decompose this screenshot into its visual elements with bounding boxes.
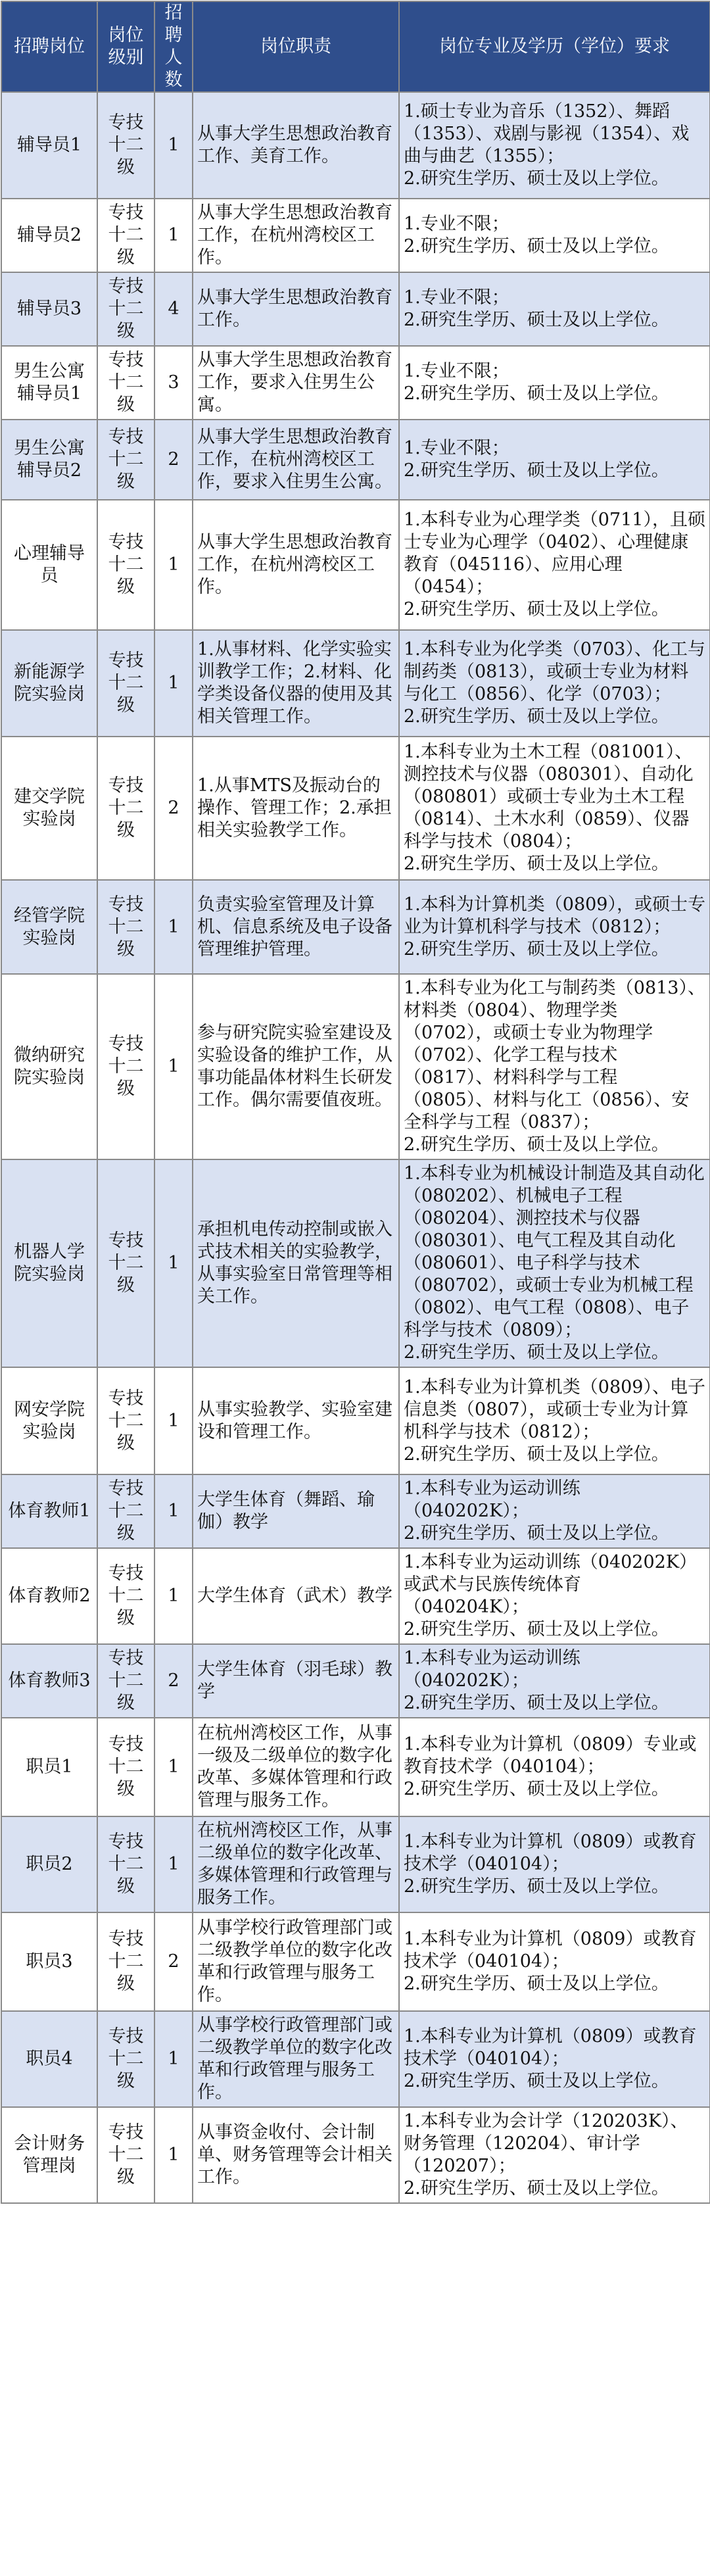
requirement-line: 1.本科专业为运动训练（040202K）； bbox=[404, 1478, 580, 1521]
header-level: 岗位级别 bbox=[97, 1, 154, 92]
cell-duty: 从事大学生思想政治教育工作，在杭州湾校区工作。 bbox=[193, 199, 399, 272]
cell-duty: 参与研究院实验室建设及实验设备的维护工作，从事功能晶体材料生长研发工作。偶尔需要值夜班。 bbox=[193, 974, 399, 1159]
cell-post: 会计财务管理岗 bbox=[1, 2107, 97, 2203]
cell-requirements bbox=[399, 420, 710, 500]
cell-level: 专技十二级 bbox=[97, 737, 154, 880]
table-row bbox=[1, 1718, 710, 1816]
requirement-line: 1.本科专业为运动训练（040202K）或武术与民族传统体育（040204K）； bbox=[404, 1552, 698, 1617]
cell-post: 心理辅导员 bbox=[1, 500, 97, 630]
cell-duty: 1.从事材料、化学实验实训教学工作；2.材料、化学类设备仪器的使用及其相关管理工作。 bbox=[193, 630, 399, 737]
cell-count: 4 bbox=[154, 272, 193, 346]
cell-requirements bbox=[399, 92, 710, 199]
cell-level: 专技十二级 bbox=[97, 346, 154, 420]
table-row bbox=[1, 1912, 710, 2011]
requirement-line: 2.研究生学历、硕士及以上学位。 bbox=[404, 2178, 669, 2199]
cell-level: 专技十二级 bbox=[97, 630, 154, 737]
requirement-line: 1.专业不限； bbox=[404, 287, 509, 308]
header-row bbox=[1, 1, 710, 92]
cell-post: 经管学院实验岗 bbox=[1, 880, 97, 974]
cell-duty: 1.从事MTS及振动台的操作、管理工作；2.承担相关实验教学工作。 bbox=[193, 737, 399, 880]
cell-post: 男生公寓辅导员2 bbox=[1, 420, 97, 500]
cell-count: 1 bbox=[154, 880, 193, 974]
requirement-line: 1.硕士专业为音乐（1352）、舞蹈（1353）、戏剧与影视（1354）、戏曲与曲艺（1355）； bbox=[404, 101, 690, 166]
requirement-line: 2.研究生学历、硕士及以上学位。 bbox=[404, 1693, 669, 1713]
cell-requirements bbox=[399, 1159, 710, 1367]
cell-post: 建交学院实验岗 bbox=[1, 737, 97, 880]
requirement-line: 1.专业不限； bbox=[404, 214, 509, 234]
header-count: 招聘人数 bbox=[154, 1, 193, 92]
cell-post: 机器人学院实验岗 bbox=[1, 1159, 97, 1367]
table-row bbox=[1, 974, 710, 1159]
requirement-line: 1.本科专业为计算机（0809）或教育技术学（040104）； bbox=[404, 2026, 697, 2069]
cell-post: 辅导员2 bbox=[1, 199, 97, 272]
cell-requirements bbox=[399, 630, 710, 737]
requirement-line: 2.研究生学历、硕士及以上学位。 bbox=[404, 1779, 669, 1799]
cell-level: 专技十二级 bbox=[97, 1367, 154, 1474]
requirement-line: 1.本科专业为机械设计制造及其自动化（080202）、机械电子工程（080204）、测控技术与仪器（080301）、电气工程及其自动化（080601）、电子科学与技术（080702），或硕士专业为机械工程（0802）、电气工程（0808）、电子科学与技术（0809）； bbox=[404, 1163, 705, 1340]
cell-level: 专技十二级 bbox=[97, 1474, 154, 1548]
cell-count: 2 bbox=[154, 737, 193, 880]
requirement-line: 1.本科专业为计算机（0809）或教育技术学（040104）； bbox=[404, 1929, 697, 1972]
cell-level: 专技十二级 bbox=[97, 2107, 154, 2203]
requirement-line: 1.本科专业为会计学（120203K）、财务管理（120204）、审计学（120207）； bbox=[404, 2111, 688, 2176]
requirement-line: 1.本科专业为运动训练（040202K）； bbox=[404, 1648, 580, 1691]
cell-count: 1 bbox=[154, 1474, 193, 1548]
cell-duty: 从事学校行政管理部门或二级教学单位的数字化改革和行政管理与服务工作。 bbox=[193, 2011, 399, 2107]
cell-duty: 在杭州湾校区工作，从事二级单位的数字化改革、多媒体管理和行政管理与服务工作。 bbox=[193, 1816, 399, 1912]
requirement-line: 2.研究生学历、硕士及以上学位。 bbox=[404, 1619, 669, 1640]
cell-count: 1 bbox=[154, 500, 193, 630]
requirement-line: 2.研究生学历、硕士及以上学位。 bbox=[404, 236, 669, 256]
requirement-line: 2.研究生学历、硕士及以上学位。 bbox=[404, 1974, 669, 1994]
table-row bbox=[1, 630, 710, 737]
cell-duty: 从事大学生思想政治教育工作、美育工作。 bbox=[193, 92, 399, 199]
cell-post: 职员2 bbox=[1, 1816, 97, 1912]
cell-duty: 在杭州湾校区工作，从事一级及二级单位的数字化改革、多媒体管理和行政管理与服务工作。 bbox=[193, 1718, 399, 1816]
cell-post: 辅导员3 bbox=[1, 272, 97, 346]
cell-level: 专技十二级 bbox=[97, 199, 154, 272]
requirement-line: 2.研究生学历、硕士及以上学位。 bbox=[404, 168, 669, 189]
cell-level: 专技十二级 bbox=[97, 272, 154, 346]
requirement-line: 1.本科专业为心理学类（0711），且硕士专业为心理学（0402）、心理健康教育（045116）、应用心理（0454）； bbox=[404, 510, 705, 597]
requirement-line: 2.研究生学历、硕士及以上学位。 bbox=[404, 1523, 669, 1543]
cell-requirements bbox=[399, 737, 710, 880]
cell-level: 专技十二级 bbox=[97, 2011, 154, 2107]
requirement-line: 1.本科专业为化学类（0703）、化工与制药类（0813），或硕士专业为材料与化工（0856）、化学（0703）； bbox=[404, 639, 705, 704]
cell-count: 2 bbox=[154, 420, 193, 500]
table-row bbox=[1, 1644, 710, 1718]
requirement-line: 2.研究生学历、硕士及以上学位。 bbox=[404, 1876, 669, 1897]
table-row bbox=[1, 1367, 710, 1474]
table-row bbox=[1, 1474, 710, 1548]
cell-count: 3 bbox=[154, 346, 193, 420]
cell-requirements bbox=[399, 1644, 710, 1718]
cell-duty: 大学生体育（羽毛球）教学 bbox=[193, 1644, 399, 1718]
requirement-line: 2.研究生学历、硕士及以上学位。 bbox=[404, 1444, 669, 1465]
cell-duty: 承担机电传动控制或嵌入式技术相关的实验教学，从事实验室日常管理等相关工作。 bbox=[193, 1159, 399, 1367]
cell-requirements bbox=[399, 199, 710, 272]
cell-level: 专技十二级 bbox=[97, 420, 154, 500]
cell-duty: 从事资金收付、会计制单、财务管理等会计相关工作。 bbox=[193, 2107, 399, 2203]
cell-post: 职员1 bbox=[1, 1718, 97, 1816]
table-row bbox=[1, 500, 710, 630]
cell-duty: 大学生体育（舞蹈、瑜伽）教学 bbox=[193, 1474, 399, 1548]
cell-requirements bbox=[399, 1816, 710, 1912]
cell-level: 专技十二级 bbox=[97, 1548, 154, 1644]
cell-requirements bbox=[399, 1718, 710, 1816]
cell-post: 微纳研究院实验岗 bbox=[1, 974, 97, 1159]
cell-level: 专技十二级 bbox=[97, 1644, 154, 1718]
cell-requirements bbox=[399, 1912, 710, 2011]
cell-duty: 从事大学生思想政治教育工作。 bbox=[193, 272, 399, 346]
cell-post: 职员3 bbox=[1, 1912, 97, 2011]
cell-requirements bbox=[399, 272, 710, 346]
table-row bbox=[1, 737, 710, 880]
cell-level: 专技十二级 bbox=[97, 1159, 154, 1367]
cell-requirements bbox=[399, 1548, 710, 1644]
cell-duty: 从事大学生思想政治教育工作，在杭州湾校区工作，要求入住男生公寓。 bbox=[193, 420, 399, 500]
requirement-line: 1.本科专业为计算机（0809）专业或教育技术学（040104）； bbox=[404, 1734, 697, 1777]
requirement-line: 1.本科专业为化工与制药类（0813）、材料类（0804）、物理学类（0702），或硕士专业为物理学（0702）、化学工程与技术（0817）、材料科学与工程（0805）、材料与化工（0856）、安全科学与工程（0837）； bbox=[404, 978, 705, 1132]
requirement-line: 2.研究生学历、硕士及以上学位。 bbox=[404, 706, 669, 727]
table-row bbox=[1, 199, 710, 272]
header-requirements: 岗位专业及学历（学位）要求 bbox=[399, 1, 710, 92]
cell-count: 1 bbox=[154, 199, 193, 272]
recruitment-table bbox=[1, 1, 710, 2204]
header-post: 招聘岗位 bbox=[1, 1, 97, 92]
table-row bbox=[1, 1548, 710, 1644]
cell-count: 1 bbox=[154, 1159, 193, 1367]
requirement-line: 1.本科专业为计算机（0809）或教育技术学（040104）； bbox=[404, 1832, 697, 1874]
cell-post: 职员4 bbox=[1, 2011, 97, 2107]
cell-duty: 负责实验室管理及计算机、信息系统及电子设备管理维护管理。 bbox=[193, 880, 399, 974]
requirement-line: 2.研究生学历、硕士及以上学位。 bbox=[404, 938, 669, 960]
cell-level: 专技十二级 bbox=[97, 880, 154, 974]
cell-post: 体育教师2 bbox=[1, 1548, 97, 1644]
table-row bbox=[1, 420, 710, 500]
table-row bbox=[1, 2011, 710, 2107]
cell-count: 1 bbox=[154, 1367, 193, 1474]
cell-level: 专技十二级 bbox=[97, 974, 154, 1159]
cell-requirements bbox=[399, 974, 710, 1159]
cell-duty: 大学生体育（武术）教学 bbox=[193, 1548, 399, 1644]
requirement-line: 2.研究生学历、硕士及以上学位。 bbox=[404, 460, 669, 481]
requirement-line: 1.专业不限； bbox=[404, 361, 509, 381]
requirement-line: 2.研究生学历、硕士及以上学位。 bbox=[404, 1134, 669, 1155]
cell-count: 2 bbox=[154, 1912, 193, 2011]
table-row bbox=[1, 1159, 710, 1367]
table-row bbox=[1, 880, 710, 974]
cell-count: 1 bbox=[154, 2107, 193, 2203]
cell-duty: 从事大学生思想政治教育工作，在杭州湾校区工作。 bbox=[193, 500, 399, 630]
cell-requirements bbox=[399, 880, 710, 974]
requirement-line: 1.专业不限； bbox=[404, 438, 509, 458]
cell-duty: 从事学校行政管理部门或二级教学单位的数字化改革和行政管理与服务工作。 bbox=[193, 1912, 399, 2011]
cell-post: 辅导员1 bbox=[1, 92, 97, 199]
cell-duty: 从事大学生思想政治教育工作，要求入住男生公寓。 bbox=[193, 346, 399, 420]
cell-requirements bbox=[399, 1474, 710, 1548]
requirement-line: 2.研究生学历、硕士及以上学位。 bbox=[404, 854, 669, 874]
requirement-line: 1.本科专业为计算机类（0809）、电子信息类（0807），或硕士专业为计算机科学与技术（0812）； bbox=[404, 1376, 705, 1442]
cell-post: 体育教师1 bbox=[1, 1474, 97, 1548]
cell-post: 网安学院实验岗 bbox=[1, 1367, 97, 1474]
requirement-line: 2.研究生学历、硕士及以上学位。 bbox=[404, 1342, 669, 1363]
table-row bbox=[1, 346, 710, 420]
cell-count: 1 bbox=[154, 1718, 193, 1816]
cell-requirements bbox=[399, 2107, 710, 2203]
table-row bbox=[1, 92, 710, 199]
requirement-line: 1.本科为计算机类（0809），或硕士专业为计算机科学与技术（0812）； bbox=[404, 894, 705, 937]
cell-level: 专技十二级 bbox=[97, 1816, 154, 1912]
cell-requirements bbox=[399, 346, 710, 420]
cell-level: 专技十二级 bbox=[97, 1718, 154, 1816]
cell-post: 新能源学院实验岗 bbox=[1, 630, 97, 737]
requirement-line: 2.研究生学历、硕士及以上学位。 bbox=[404, 383, 669, 404]
cell-count: 1 bbox=[154, 92, 193, 199]
table-row bbox=[1, 272, 710, 346]
cell-count: 1 bbox=[154, 2011, 193, 2107]
cell-requirements bbox=[399, 1367, 710, 1474]
cell-count: 1 bbox=[154, 1816, 193, 1912]
cell-duty: 从事实验教学、实验室建设和管理工作。 bbox=[193, 1367, 399, 1474]
cell-count: 1 bbox=[154, 974, 193, 1159]
header-duty: 岗位职责 bbox=[193, 1, 399, 92]
cell-level: 专技十二级 bbox=[97, 500, 154, 630]
cell-level: 专技十二级 bbox=[97, 1912, 154, 2011]
cell-post: 体育教师3 bbox=[1, 1644, 97, 1718]
cell-requirements bbox=[399, 500, 710, 630]
table-row bbox=[1, 1816, 710, 1912]
cell-count: 1 bbox=[154, 630, 193, 737]
requirement-line: 1.本科专业为土木工程（081001）、测控技术与仪器（080301）、自动化（080801）或硕士专业为土木工程（0814）、土木水利（0859）、仪器科学与技术（0804）； bbox=[404, 742, 694, 852]
requirement-line: 2.研究生学历、硕士及以上学位。 bbox=[404, 310, 669, 330]
cell-level: 专技十二级 bbox=[97, 92, 154, 199]
table-row bbox=[1, 2107, 710, 2203]
cell-requirements bbox=[399, 2011, 710, 2107]
requirement-line: 2.研究生学历、硕士及以上学位。 bbox=[404, 599, 669, 620]
cell-count: 2 bbox=[154, 1644, 193, 1718]
cell-post: 男生公寓辅导员1 bbox=[1, 346, 97, 420]
cell-count: 1 bbox=[154, 1548, 193, 1644]
requirement-line: 2.研究生学历、硕士及以上学位。 bbox=[404, 2071, 669, 2091]
